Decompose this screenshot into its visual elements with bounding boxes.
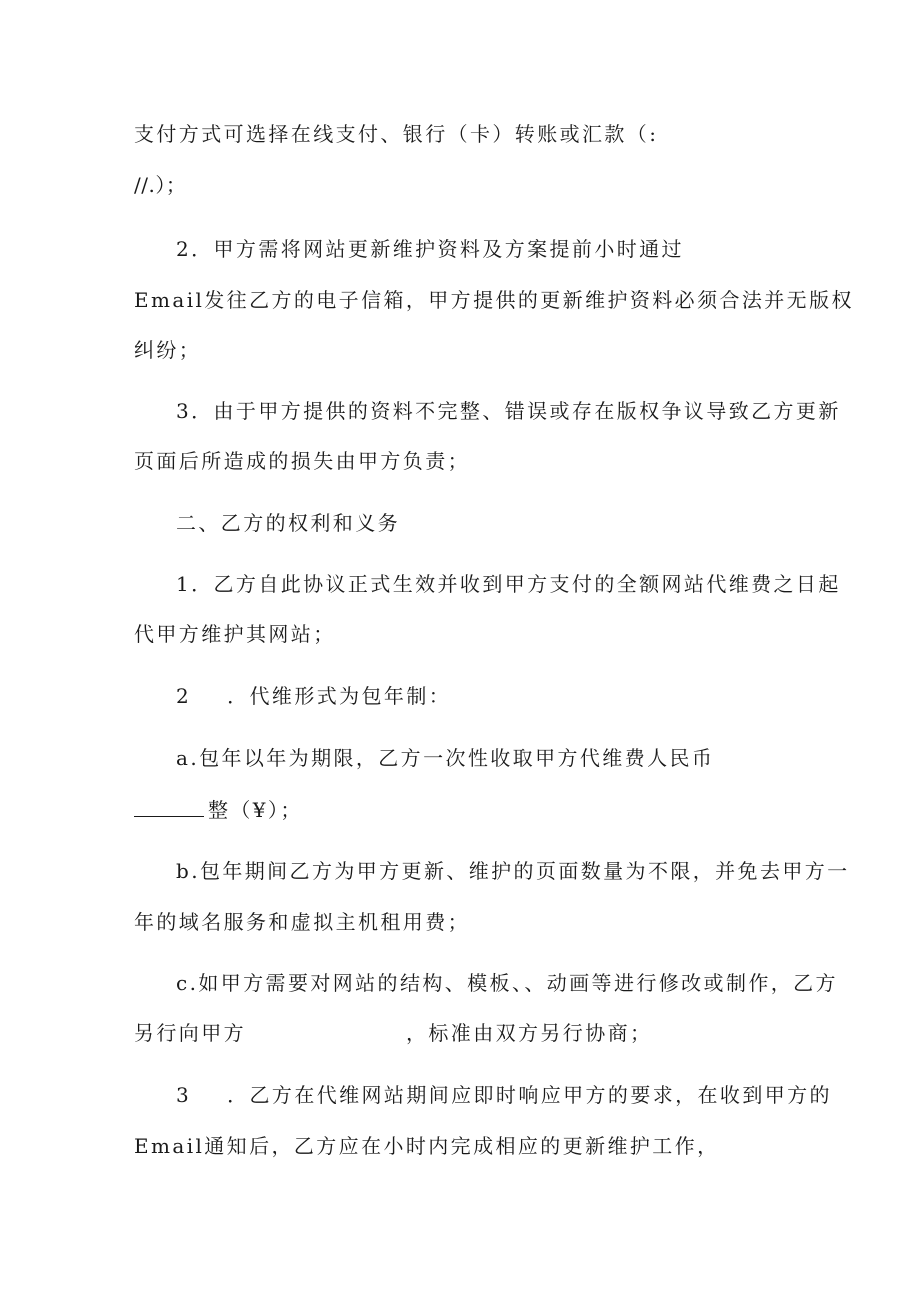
amount-blank	[134, 798, 204, 817]
text-line: 代甲方维护其网站；	[134, 622, 336, 646]
amount-text: 整（¥）；	[208, 798, 303, 822]
text-line: 2．甲方需将网站更新维护资料及方案提前小时通过	[176, 237, 684, 261]
text-line: 1．乙方自此协议正式生效并收到甲方支付的全额网站代维费之日起	[176, 572, 841, 596]
section-heading: 二、乙方的权利和义务	[176, 511, 400, 535]
text-line: 支付方式可选择在线支付、银行（卡）转账或汇款（:	[134, 122, 659, 146]
text-line: 纠纷；	[134, 338, 202, 362]
text-line	[176, 1082, 832, 1108]
text-fragment: 另行向甲方	[134, 1021, 246, 1045]
list-number: 3	[176, 1083, 192, 1107]
list-text: ．乙方在代维网站期间应即时响应甲方的要求，在收到甲方的	[227, 1083, 832, 1107]
text-line	[134, 1020, 652, 1046]
text-fragment: ，标准由双方另行协商；	[406, 1021, 653, 1045]
list-text: ．代维形式为包年制：	[227, 684, 452, 708]
text-line: 3．由于甲方提供的资料不完整、错误或存在版权争议导致乙方更新	[176, 399, 841, 423]
text-line: //.）；	[134, 173, 187, 197]
text-line: 年的域名服务和虚拟主机租用费；	[134, 910, 470, 934]
text-line: a.包年以年为期限，乙方一次性收取甲方代维费人民币	[176, 746, 715, 770]
text-line: 页面后所造成的损失由甲方负责；	[134, 449, 470, 473]
text-line: Email发往乙方的电子信箱，甲方提供的更新维护资料必须合法并无版权	[134, 288, 854, 312]
text-line: c.如甲方需要对网站的结构、模板、、动画等进行修改或制作，乙方	[176, 971, 838, 995]
text-line: Email通知后，乙方应在小时内完成相应的更新维护工作，	[134, 1134, 720, 1158]
list-number: 2	[176, 684, 192, 708]
text-line	[134, 797, 303, 823]
text-line	[176, 683, 451, 709]
text-line: b.包年期间乙方为甲方更新、维护的页面数量为不限，并免去甲方一	[176, 859, 850, 883]
